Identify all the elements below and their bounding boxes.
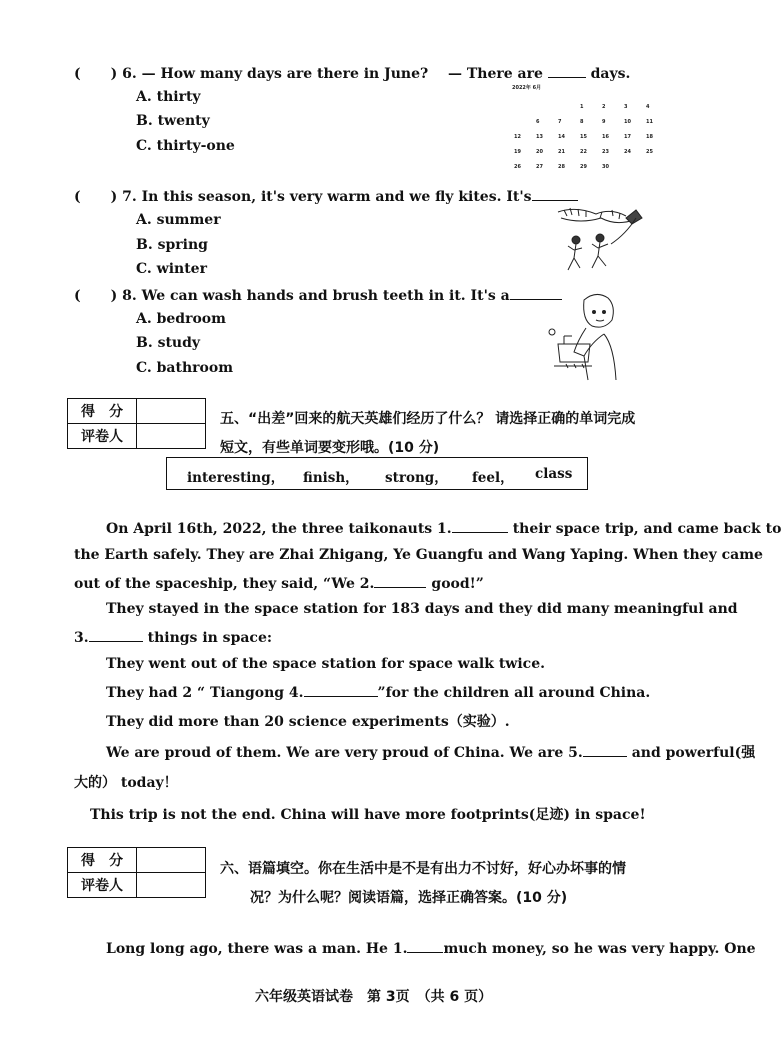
passage5-line5: 3. things in space:: [74, 630, 273, 646]
word-bank-item: strong，: [385, 470, 448, 486]
passage5-line6: They went out of the space station for space walk twice.: [106, 656, 545, 672]
calendar-day: 3: [624, 104, 628, 110]
passage5-line7: They had 2 “ Tiangong 4. ”for the children all around China.: [106, 685, 651, 701]
calendar-day: 24: [624, 149, 631, 155]
calendar-day: 15: [580, 134, 587, 140]
calendar-day: 25: [646, 149, 653, 155]
calendar-day: 2: [602, 104, 606, 110]
section6-title-line2: 况？为什么呢？阅读语篇，选择正确答案。(10 分): [250, 890, 568, 906]
calendar-day: 29: [580, 164, 587, 170]
score-label: 得 分: [68, 848, 137, 873]
calendar-day: 19: [514, 149, 521, 155]
passage5-blank-2[interactable]: [374, 574, 426, 588]
section5-score-box: [67, 398, 206, 449]
passage5-line3: out of the spaceship, they said, “We 2. good!”: [74, 576, 484, 592]
q7-option-c[interactable]: C. winter: [136, 261, 207, 277]
calendar-day: 27: [536, 164, 543, 170]
calendar-day: 26: [514, 164, 521, 170]
q7-option-a[interactable]: A. summer: [136, 212, 221, 228]
passage6-line1: Long long ago, there was a man. He 1. much money, so he was very happy. One: [106, 941, 756, 957]
calendar-day: 6: [536, 119, 540, 125]
grader-field[interactable]: [137, 424, 206, 449]
passage5-line10: 大的） today！: [74, 775, 178, 791]
grader-label: 评卷人: [68, 873, 137, 898]
calendar-day: 16: [602, 134, 609, 140]
passage5-blank-1[interactable]: [452, 519, 508, 533]
calendar-day: 13: [536, 134, 543, 140]
grader-field[interactable]: [137, 873, 206, 898]
q6-text: 6. — How many days are there in June?: [122, 66, 429, 82]
calendar-title: 2022年 6月: [512, 85, 542, 91]
section6-title-line1: 六、语篇填空。你在生活中是不是有出力不讨好，好心办坏事的情: [220, 861, 626, 877]
q7-blank[interactable]: [532, 187, 578, 201]
q8-option-b[interactable]: B. study: [136, 335, 201, 351]
q8-option-a[interactable]: A. bedroom: [136, 311, 226, 327]
passage5-line8: They did more than 20 science experiments（实验）.: [106, 714, 510, 730]
q6-stem: ( ) 6. — How many days are there in June? — There are days.: [74, 66, 631, 82]
section5-title-line2: 短文，有些单词要变形哦。(10 分): [220, 440, 440, 456]
q7-option-b[interactable]: B. spring: [136, 237, 208, 253]
calendar-day: 1: [580, 104, 584, 110]
q6-option-c[interactable]: C. thirty-one: [136, 138, 235, 154]
section6-score-box: [67, 847, 206, 898]
grader-label: 评卷人: [68, 424, 137, 449]
passage5-line9: We are proud of them. We are very proud of China. We are 5. and powerful(强: [106, 745, 756, 761]
passage5-blank-4[interactable]: [304, 683, 378, 697]
q6-option-a[interactable]: A. thirty: [136, 89, 201, 105]
score-field[interactable]: [137, 399, 206, 424]
calendar-day: 4: [646, 104, 650, 110]
calendar-day: 28: [558, 164, 565, 170]
girl-washing-hands-image: [544, 290, 628, 382]
calendar-day: 21: [558, 149, 565, 155]
passage5-line11: This trip is not the end. China will have more footprints(足迹) in space!: [90, 807, 646, 823]
calendar-day: 8: [580, 119, 584, 125]
calendar-day: 12: [514, 134, 521, 140]
calendar-day: 10: [624, 119, 631, 125]
passage5-line1: On April 16th, 2022, the three taikonauts 1. their space trip, and came back to: [106, 521, 781, 537]
q6-option-b[interactable]: B. twenty: [136, 113, 210, 129]
page-footer: 六年级英语试卷 第 3页 （共 6 页）: [255, 989, 493, 1005]
passage5-blank-5[interactable]: [583, 743, 627, 757]
word-bank-item: feel，: [472, 470, 514, 486]
word-bank-item: interesting，: [187, 470, 285, 486]
calendar-day: 7: [558, 119, 562, 125]
passage5-line2: the Earth safely. They are Zhai Zhigang, Ye Guangfu and Wang Yaping. When they came: [74, 547, 763, 563]
q8-stem: ( ) 8. We can wash hands and brush teeth in it. It's a: [74, 286, 562, 304]
score-label: 得 分: [68, 399, 137, 424]
section5-title-line1: 五、“出差”回来的航天英雄们经历了什么？ 请选择正确的单词完成: [220, 411, 636, 427]
calendar-day: 22: [580, 149, 587, 155]
calendar-day: 17: [624, 134, 631, 140]
word-bank-box: [166, 457, 588, 490]
passage5-line4: They stayed in the space station for 183 days and they did many meaningful and: [106, 601, 738, 617]
q7-stem: ( ) 7. In this season, it's very warm and we fly kites. It's: [74, 187, 578, 205]
calendar-day: 20: [536, 149, 543, 155]
calendar-day: 11: [646, 119, 653, 125]
calendar-day: 30: [602, 164, 609, 170]
calendar-day: 18: [646, 134, 653, 140]
q8-option-c[interactable]: C. bathroom: [136, 360, 234, 376]
june-calendar-image: [508, 82, 660, 190]
calendar-day: 23: [602, 149, 609, 155]
word-bank-item: finish，: [303, 470, 359, 486]
q7-text: 7. In this season, it's very warm and we fly kites. It's: [122, 189, 532, 205]
q6-blank[interactable]: [548, 64, 586, 78]
score-field[interactable]: [137, 848, 206, 873]
calendar-day: 9: [602, 119, 606, 125]
kids-running-kite-image: [556, 204, 648, 276]
q8-text: 8. We can wash hands and brush teeth in it. It's a: [122, 288, 510, 304]
calendar-day: 14: [558, 134, 565, 140]
word-bank-item: class: [535, 466, 573, 482]
passage5-blank-3[interactable]: [89, 628, 143, 642]
passage6-blank-1[interactable]: [407, 939, 443, 953]
